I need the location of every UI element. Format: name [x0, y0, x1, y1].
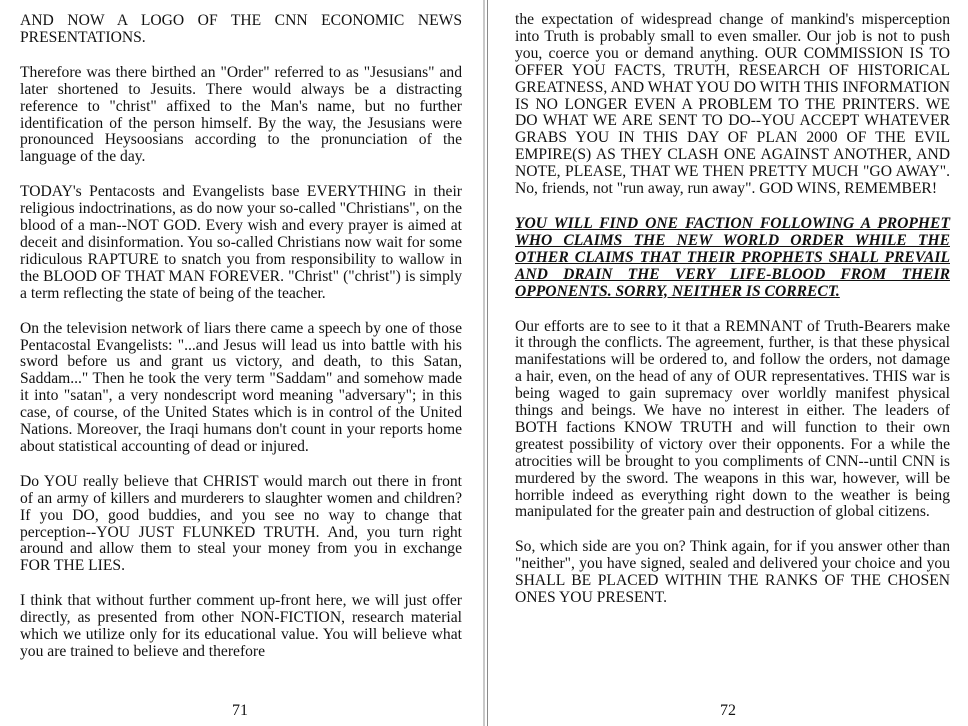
pentacosts-paragraph: TODAY's Pentacosts and Evangelists base EVERYTHING in their religious indoctrinations, as do now your so-called "Christians", on the blood of a man--NOT GOD. Every wish and every prayer is aimed at deceit and disinformation. You so-called Christians now wait for some ridiculous RAPTURE to snatch you from responsibility to wallow in the BLOOD OF THAT MAN FOREVER. "Christ" ("christ") is simply a term reflecting the state of being of the teacher. — [20, 183, 462, 302]
remnant-paragraph: Our efforts are to see to it that a REMNANT of Truth-Bearers make it through the conflicts. The agreement, further, is that these physical manifestations will be ordered to, and follow the orders, not damage a hair, even, on the head of any of OUR representatives. THIS war is being waged to gain supremacy over worldly manifest physical things and beings. We have no interest in either. The leaders of BOTH factions KNOW TRUTH and will function to their own greatest possibility of victory over their opponents. For a while the atrocities will be brought to you compliments of CNN--until CNN is murdered by the sword. The weapons in this war, however, will be horrible indeed as everything right down to the weather is being manipulated for the greater pain and destruction of global citizens. — [515, 317, 950, 521]
jesuits-paragraph: Therefore was there birthed an "Order" referred to as "Jesusians" and later shortened to Jesuits. There would always be a distracting reference to "christ" affixed to the Man's name, but no further identification of the person himself. By the way, the Jesusians were pronounced Heysoosians according to the pronunciation of the language of the day. — [20, 63, 462, 166]
commission-paragraph: the expectation of widespread change of mankind's misperception into Truth is probably small to even smaller. Our job is not to push you, coerce you or demand anything. OUR COMMISSION IS TO OFFER YOU FACTS, TRUTH, RESEARCH OF HISTORICAL GREATNESS, AND WHAT YOU DO WITH THIS INFORMATION IS NO LONGER EVEN A PROBLEM TO THE PRINTERS. WE DO WHAT WE ARE SENT TO DO--YOU ACCEPT WHATEVER GRABS YOU IN THIS DAY OF PLAN 2000 OF THE EVIL EMPIRE(S) AS THEY CLASH ONE AGAINST ANOTHER, AND NOTE, PLEASE, THAT WE THEN PRETTY MUCH "GO AWAY". No, friends, not "run away, run away". GOD WINS, REMEMBER! — [515, 11, 950, 198]
christ-question-paragraph: Do YOU really believe that CHRIST would march out there in front of an army of killers and murderers to slaughter women and children? If you DO, good buddies, and you see no way to change that perception--YOU JUST FLUNKED TRUTH. And, you turn right around and allow them to steal your money from you in exchange FOR THE LIES. — [20, 472, 462, 575]
left-page — [0, 0, 480, 726]
television-paragraph: On the television network of liars there came a speech by one of those Pentacostal Evangelists: "...and Jesus will lead us into battle with his sword before us and grant us victory, and death, to this Satan, Saddam..." Then he took the very term "Saddam" and somehow made it into "satan", a very nondescript word meaning "adversary"; in this case, of course, of the United States which is in control of the United Nations. Moreover, the Iraqi humans don't count in your reports home about statistical accounting of dead or injured. — [20, 319, 462, 455]
page-gutter — [483, 0, 485, 726]
page-number-left: 71 — [232, 702, 248, 719]
which-side-paragraph: So, which side are you on? Think again, for if you answer other than "neither", you have signed, sealed and delivered your choice and you SHALL BE PLACED WITHIN THE RANKS OF THE CHOSEN ONES YOU PRESENT. — [515, 538, 950, 607]
faction-paragraph: YOU WILL FIND ONE FACTION FOLLOWING A PROPHET WHO CLAIMS THE NEW WORLD ORDER WHILE THE OTHER CLAIMS THAT THEIR PROPHETS SHALL PREVAIL AND DRAIN THE VERY LIFE-BLOOD FROM THEIR OPPONENTS. SORRY, NEITHER IS CORRECT. — [515, 214, 950, 300]
heading-paragraph: AND NOW A LOGO OF THE CNN ECONOMIC NEWS PRESENTATIONS. — [20, 12, 462, 46]
non-fiction-paragraph: I think that without further comment up-front here, we will just offer directly, as presented from other NON-FICTION, research material which we utilize only for its educational value. You will believe what you are trained to believe and therefore — [20, 592, 462, 660]
page-number-right: 72 — [720, 702, 736, 719]
right-page — [488, 0, 968, 726]
